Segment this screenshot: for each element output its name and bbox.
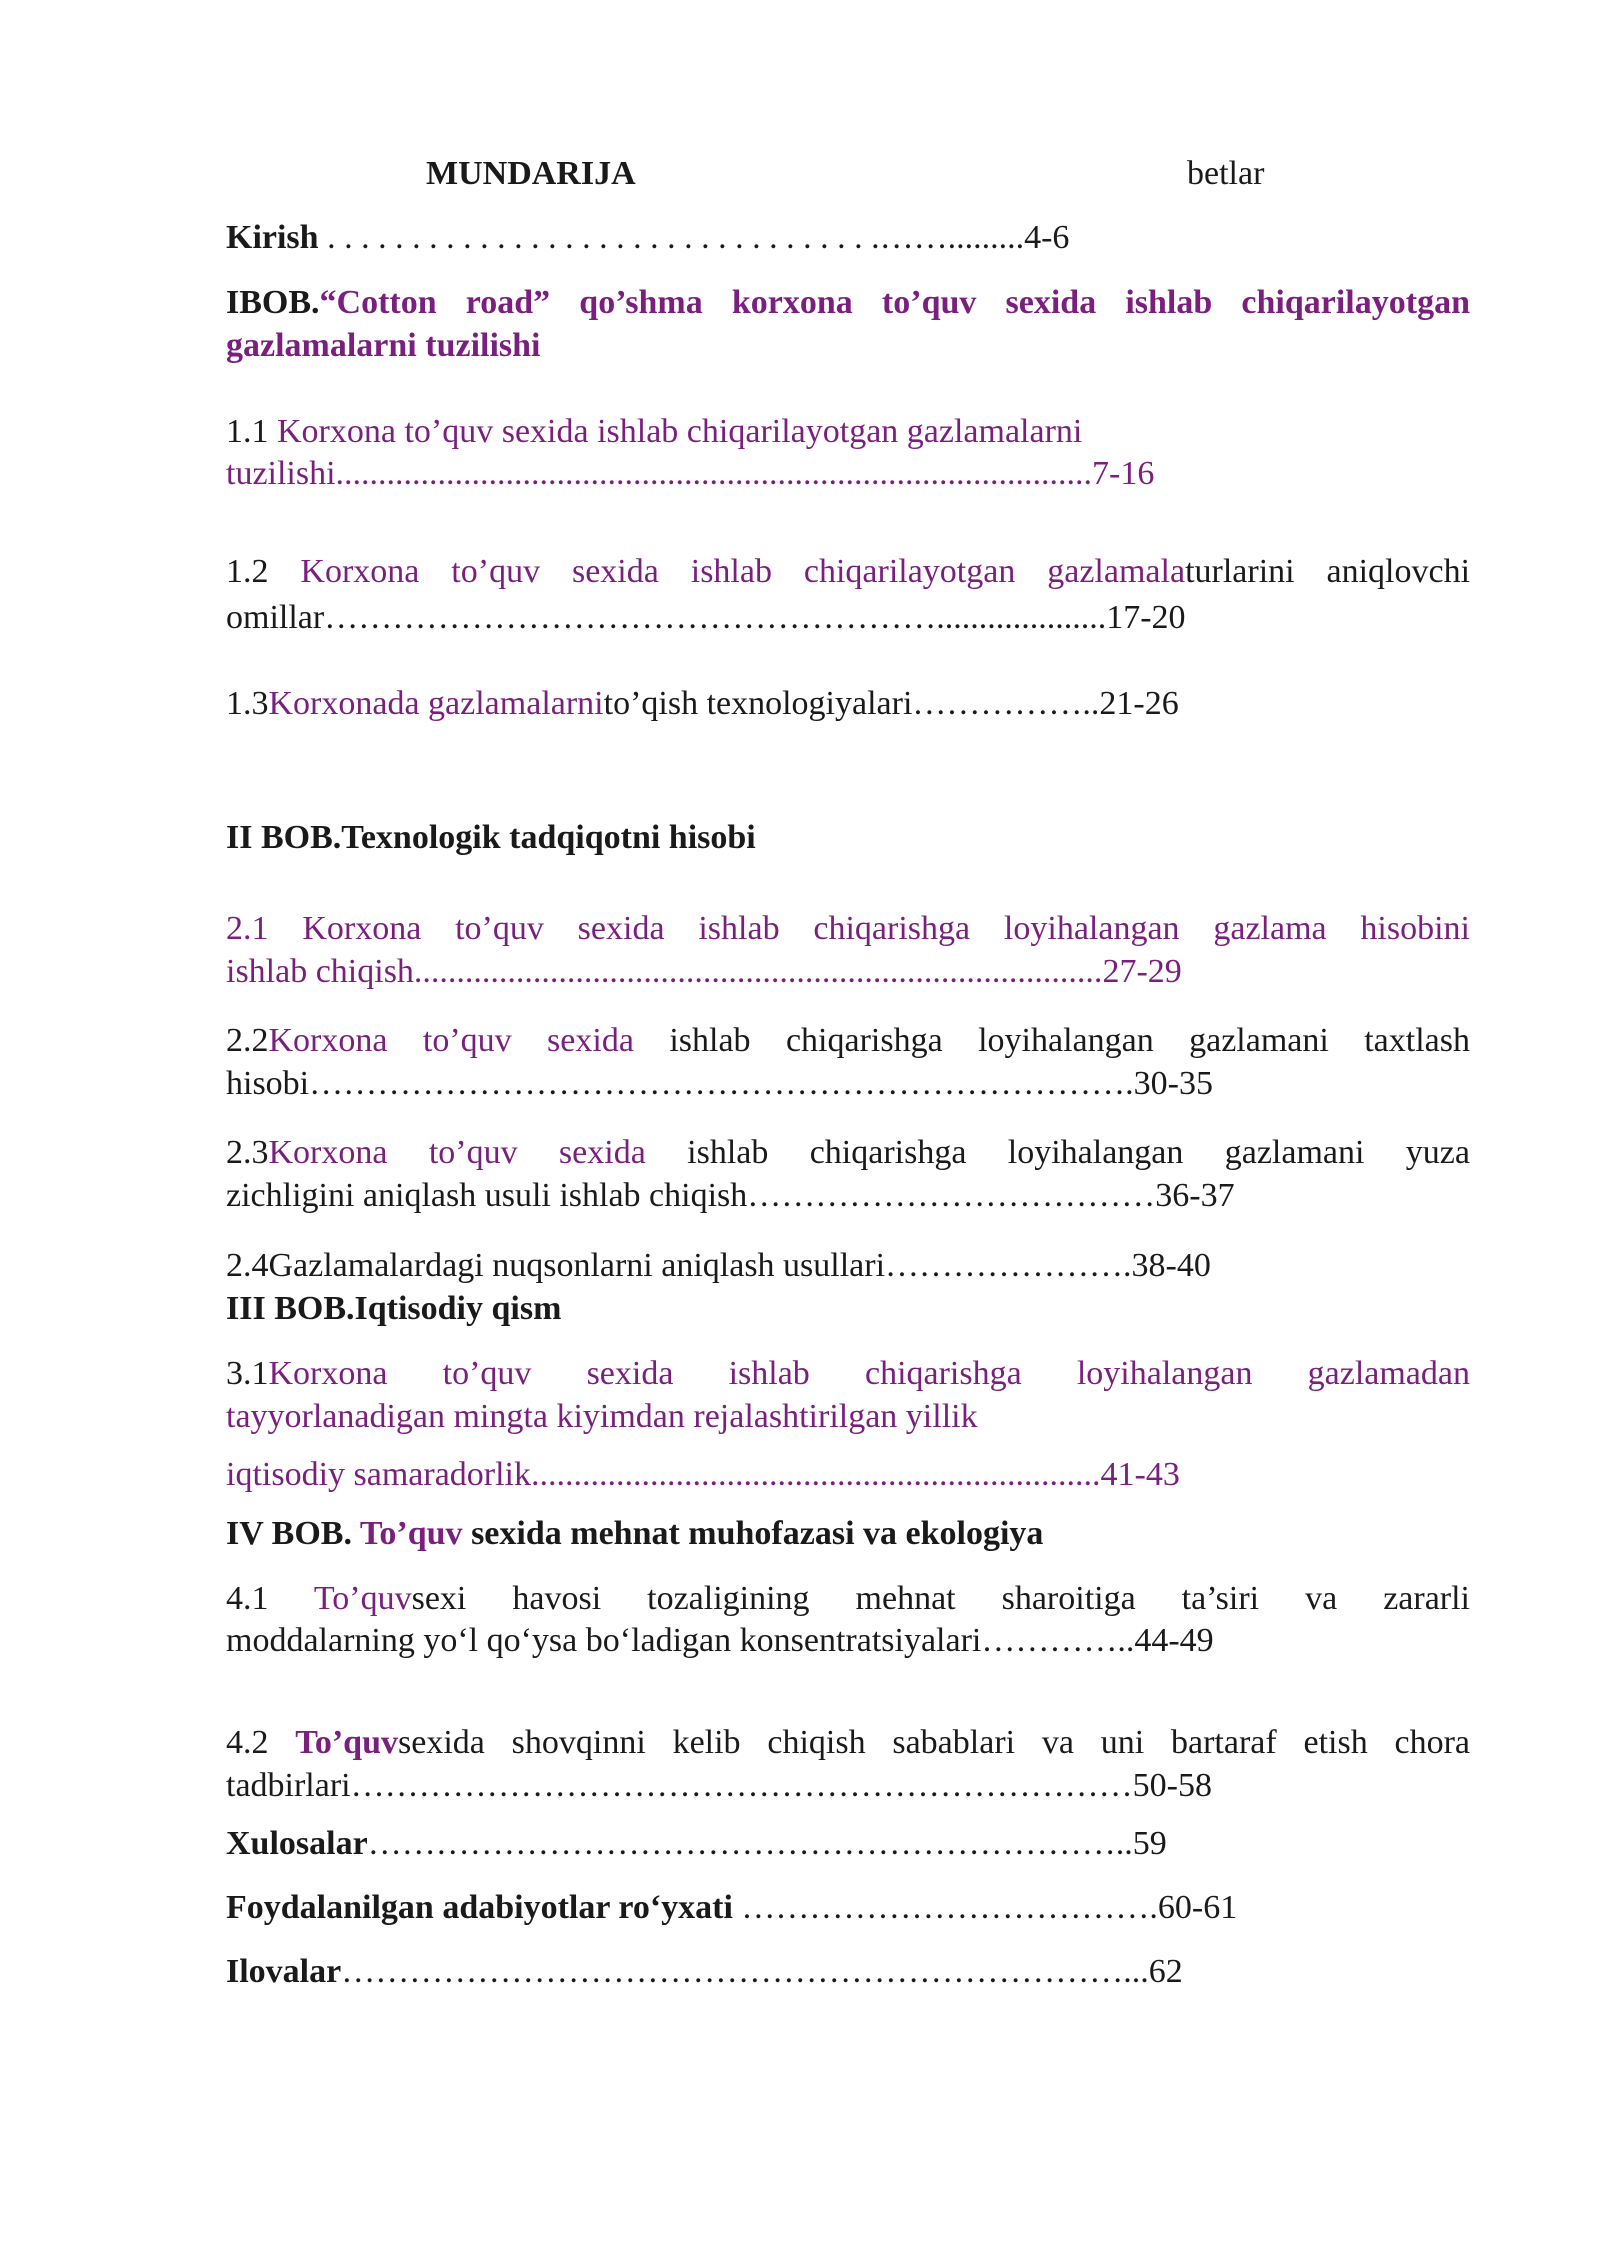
toc-entry-2-1-line2 [226, 950, 1182, 994]
toc-entry-2-2 [226, 1019, 1470, 1063]
references-pages: 60-61 [1157, 1889, 1238, 1926]
intro-dots: . . . . . . . . . . . . . . . . . . . . . . . . . . . . . . . . .……......... [318, 219, 1025, 256]
chapter4-title-accent: To’quv [359, 1515, 463, 1552]
chapter4-heading [226, 1512, 1043, 1556]
toc-entry-1-2 [226, 550, 1470, 594]
entry-1-2-pages: 17-20 [1106, 599, 1186, 636]
entry-1-3-num: 1.3 [226, 685, 269, 722]
entry-4-1-num: 4.1 [226, 1580, 314, 1617]
toc-entry-1-1 [226, 410, 1082, 454]
conclusions-label: Xulosalar [226, 1825, 368, 1862]
entry-4-2-accent: To’quv [295, 1724, 398, 1761]
entry-1-1-num: 1.1 [226, 413, 277, 450]
toc-entry-2-3 [226, 1131, 1470, 1175]
entry-2-2-title: Korxona to’quv sexida [268, 1022, 634, 1059]
toc-entry-appendix [226, 1950, 1183, 1994]
toc-entry-1-1-line2: tuzilishi.........................................................................................7-16 [226, 455, 1155, 492]
entry-1-3-pages: 21-26 [1099, 685, 1179, 722]
intro-label: Kirish [226, 219, 319, 256]
appendix-pages: 62 [1148, 1953, 1183, 1990]
toc-entry-2-1: 2.1 Korxona to’quv sexida ishlab chiqarishga loyihalangan gazlama hisobini [226, 910, 1470, 947]
conclusions-dots: ………………………………………………………….. [367, 1825, 1133, 1862]
entry-1-1-title: Korxona to’quv sexida ishlab chiqarilayotgan gazlamalarni [277, 413, 1083, 450]
entry-2-2-title-cont: ishlab chiqarishga loyihalangan gazlamani taxtlash [633, 1022, 1470, 1059]
entry-1-3-title-cont: to’qish texnologiyalari…………….. [603, 685, 1100, 722]
chapter1-heading-line2: gazlamalarni tuzilishi [226, 327, 541, 364]
entry-2-3-pages: 36-37 [1155, 1177, 1235, 1214]
toc-entry-4-2-line2 [226, 1764, 1212, 1808]
toc-entry-3-1-line3 [226, 1453, 1180, 1497]
chapter4-prefix: IV BOB. [226, 1515, 360, 1552]
toc-entry-2-4 [226, 1244, 1211, 1288]
entry-2-3-dots: zichligini aniqlash usuli ishlab chiqish……………………………… [226, 1177, 1156, 1214]
toc-entry-1-2-line2 [226, 596, 1186, 640]
toc-entry-conclusions [226, 1822, 1167, 1866]
chapter3-heading: III BOB.Iqtisodiy qism [226, 1290, 562, 1327]
entry-2-2-dots: hisobi………………………………………………………………. [226, 1065, 1134, 1102]
entry-2-2-num: 2.2 [226, 1022, 269, 1059]
chapter1-prefix: IBOB. [226, 284, 320, 321]
toc-entry-1-3 [226, 682, 1179, 726]
entry-4-1-pages: 44-49 [1134, 1622, 1214, 1659]
toc-entry-4-1-line2 [226, 1619, 1214, 1663]
entry-4-2-num: 4.2 [226, 1724, 296, 1761]
entry-1-2-num: 1.2 [226, 553, 301, 590]
toc-entry-3-1 [226, 1352, 1470, 1396]
chapter1-heading-line1 [226, 281, 1470, 325]
entry-2-3-title: Korxona to’quv sexida [268, 1134, 646, 1171]
entry-1-2-title: Korxona to’quv sexida ishlab chiqarilayotgan gazlamala [300, 553, 1186, 590]
toc-entry-4-1 [226, 1577, 1470, 1621]
entry-1-2-title-cont: turlarini aniqlovchi [1185, 553, 1471, 590]
entry-4-1-dots: moddalarning yo‘l qo‘ysa bo‘ladigan konsentratsiyalari………….. [226, 1622, 1135, 1659]
entry-1-3-title: Korxonada gazlamalarni [268, 685, 604, 722]
entry-4-2-title: sexida shovqinni kelib chiqish sabablari va uni bartaraf etish chora [398, 1724, 1470, 1761]
references-label: Foydalanilgan adabiyotlar ro‘yxati [226, 1889, 733, 1926]
toc-title: MUNDARIJA [426, 155, 636, 192]
toc-entry-2-3-line2 [226, 1174, 1235, 1218]
pages-label: betlar [1187, 155, 1265, 192]
entry-2-3-num: 2.3 [226, 1134, 269, 1171]
chapter4-title: sexida mehnat muhofazasi va ekologiya [462, 1515, 1044, 1552]
entry-4-2-dots: tadbirlari…………………………………………………………… [226, 1767, 1133, 1804]
toc-entry-3-1-line2: tayyorlanadigan mingta kiyimdan rejalashtirilgan yillik [226, 1398, 978, 1435]
intro-pages: 4-6 [1024, 219, 1070, 256]
chapter2-heading: II BOB.Texnologik tadqiqotni hisobi [226, 819, 756, 856]
entry-2-4-title: 2.4Gazlamalardagi nuqsonlarni aniqlash usullari…………………. [226, 1247, 1132, 1284]
entry-4-1-accent: To’quv [313, 1580, 412, 1617]
appendix-label: Ilovalar [226, 1953, 342, 1990]
entry-2-1-pages: 27-29 [1102, 953, 1182, 990]
entry-2-3-title-cont: ishlab chiqarishga loyihalangan gazlamani yuza [645, 1134, 1470, 1171]
chapter1-title: “Cotton road” qo’shma korxona to’quv sexida ishlab chiqarilayotgan [319, 284, 1470, 321]
entry-2-2-pages: 30-35 [1133, 1065, 1213, 1102]
entry-3-1-num: 3.1 [226, 1355, 269, 1392]
toc-entry-4-2 [226, 1721, 1470, 1765]
conclusions-pages: 59 [1132, 1825, 1167, 1862]
entry-2-1-dots: ishlab chiqish................................................................................. [226, 953, 1103, 990]
entry-3-1-dots: iqtisodiy samaradorlik................................................................... [226, 1456, 1101, 1493]
toc-entry-2-2-line2 [226, 1062, 1213, 1106]
entry-4-1-title: sexi havosi tozaligining mehnat sharoitiga ta’siri va zararli [411, 1580, 1470, 1617]
entry-3-1-pages: 41-43 [1100, 1456, 1180, 1493]
entry-4-2-pages: 50-58 [1132, 1767, 1212, 1804]
appendix-dots: ……………………………………………………………... [341, 1953, 1149, 1990]
entry-2-4-pages: 38-40 [1131, 1247, 1211, 1284]
entry-1-2-dots: omillar……………………………………………….................... [226, 599, 1107, 636]
references-dots: ………………………………. [732, 1889, 1158, 1926]
toc-entry-intro [226, 216, 1069, 260]
entry-3-1-title: Korxona to’quv sexida ishlab chiqarishga loyihalangan gazlamadan [268, 1355, 1470, 1392]
toc-entry-references [226, 1886, 1237, 1930]
